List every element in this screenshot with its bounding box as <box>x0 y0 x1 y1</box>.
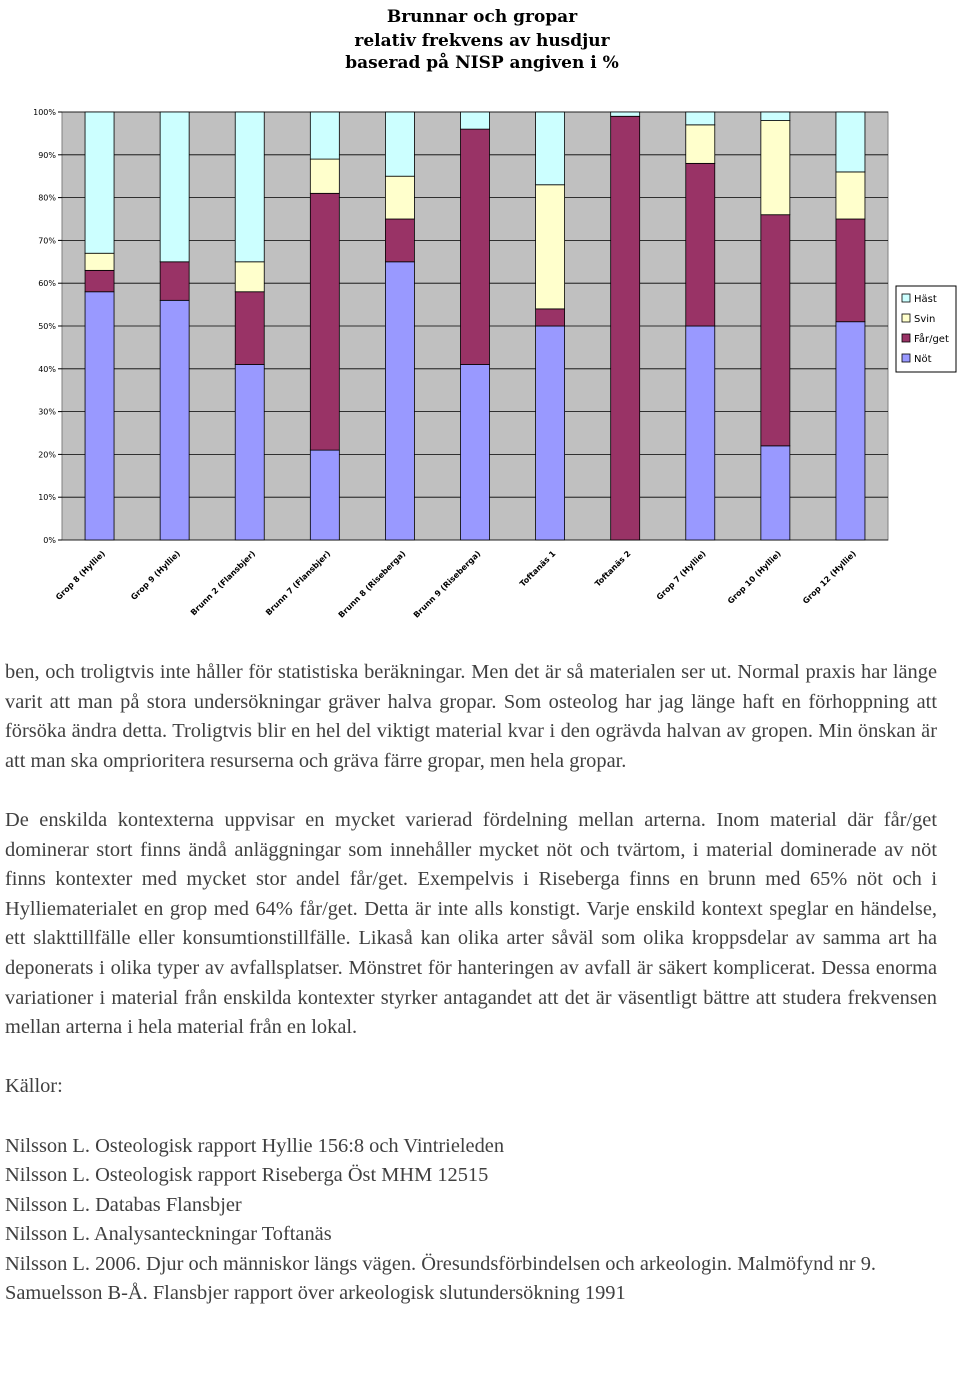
x-tick-label: Toftanäs 1 <box>518 549 558 589</box>
sources-heading: Källor: <box>5 1075 63 1098</box>
y-tick-label: 70% <box>38 236 56 246</box>
bar-segment <box>85 270 114 291</box>
bar-segment <box>686 112 715 125</box>
bar-segment <box>385 176 414 219</box>
source-item: Nilsson L. 2006. Djur och människor längs vägen. Öresundsförbindelsen och arkeologin. Malmöfynd nr 9. <box>5 1252 876 1275</box>
bar-segment <box>310 193 339 450</box>
legend-label: Nöt <box>914 354 932 365</box>
legend-swatch <box>902 294 910 302</box>
chart <box>0 0 960 640</box>
y-tick-label: 20% <box>38 450 56 460</box>
bar-segment <box>611 116 640 540</box>
legend-swatch <box>902 354 910 362</box>
bar-segment <box>611 112 640 116</box>
body-text <box>5 658 937 1309</box>
y-tick-label: 30% <box>38 407 56 417</box>
source-item: Nilsson L. Osteologisk rapport Riseberga Öst MHM 12515 <box>5 1164 489 1187</box>
source-item: Nilsson L. Analysanteckningar Toftanäs <box>5 1223 332 1246</box>
bar-segment <box>160 112 189 262</box>
legend-label: Får/get <box>914 334 949 345</box>
bar-segment <box>85 292 114 540</box>
legend-swatch <box>902 314 910 322</box>
y-tick-label: 80% <box>38 193 56 203</box>
stacked-bar-chart <box>0 0 960 640</box>
legend-label: Svin <box>914 314 936 325</box>
legend-label: Häst <box>914 294 937 305</box>
legend-swatch <box>902 334 910 342</box>
bar-segment <box>686 326 715 540</box>
chart-title <box>345 7 619 73</box>
bar-segment <box>836 112 865 172</box>
y-tick-label: 0% <box>43 536 56 545</box>
chart-title-line-1: Brunnar och gropar <box>386 7 578 27</box>
bar-segment <box>761 215 790 446</box>
source-item: Samuelsson B-Å. Flansbjer rapport över arkeologisk slutundersökning 1991 <box>5 1282 626 1305</box>
y-tick-label: 100% <box>33 108 56 117</box>
bar-segment <box>686 163 715 326</box>
bar-segment <box>536 326 565 540</box>
sources-list <box>5 1132 937 1310</box>
bar-segment <box>235 365 264 540</box>
bar-segment <box>235 262 264 292</box>
x-tick-label: Brunn 8 (Riseberga) <box>336 549 408 620</box>
paragraph-1: ben, och troligtvis inte håller för statistiska beräkningar. Men det är så materialen ser ut. Normal praxis har länge varit att man på stora undersökningar gräver halva gropar. Som osteolog har jag länge haft en förhoppning att försöka ändra detta. Troligtvis blir en hel del viktigt material kvar i den ogrävda halvan av gropen. Min önskan är att man ska omprioritera resurserna och gräva färre gropar, men hela gropar. <box>5 661 937 772</box>
bar-segment <box>385 219 414 262</box>
chart-title-line-2: relativ frekvens av husdjur <box>354 31 610 51</box>
bar-segment <box>836 219 865 322</box>
bar-segment <box>536 112 565 185</box>
y-tick-label: 90% <box>38 150 56 160</box>
x-tick-label: Brunn 9 (Riseberga) <box>411 549 483 620</box>
bar-segment <box>310 159 339 193</box>
bar-segment <box>310 112 339 159</box>
bar-segment <box>235 112 264 262</box>
chart-title-line-3: baserad på NISP angiven i % <box>345 53 619 73</box>
y-tick-label: 60% <box>38 279 56 289</box>
x-tick-label: Grop 7 (Hyllie) <box>654 549 708 602</box>
paragraph-2: De enskilda kontexterna uppvisar en mycket varierad fördelning mellan arterna. Inom material där får/get dominerar stort finns ändå anläggningar som innehåller mycket nöt och tvärtom, i material dominerade av nöt finns kontexter med mycket stor andel får/get. Exempelvis i Riseberga finns en brunn med 65% nöt och i Hylliematerialet en grop med 64% får/get. Detta är inte alls konstigt. Varje enskild kontext speglar en händelse, ett slakttillfälle eller konsumtionstillfälle. Likaså kan olika arter såväl som olika kroppsdelar av samma art ha deponerats i olika typer av avfallsplatser. Mönstret för hanteringen av avfall är säkert komplicerat. Dessa enorma variationer i material från enskilda kontexter styrker antagandet att det är väsentligt bättre att studera frekvensen mellan arterna i hela material från en lokal. <box>5 808 937 1039</box>
x-tick-label: Grop 12 (Hyllie) <box>801 549 858 606</box>
bar-segment <box>836 172 865 219</box>
x-tick-label: Brunn 2 (Flansbjer) <box>188 549 258 618</box>
bar-segment <box>761 446 790 540</box>
bar-segment <box>761 112 790 121</box>
source-item: Nilsson L. Databas Flansbjer <box>5 1193 242 1216</box>
source-item: Nilsson L. Osteologisk rapport Hyllie 156:8 och Vintrieleden <box>5 1134 505 1157</box>
bar-segment <box>686 125 715 164</box>
bar-segment <box>461 112 490 129</box>
x-tick-label: Grop 8 (Hyllie) <box>54 549 107 602</box>
bar-segment <box>385 262 414 540</box>
bar-segment <box>160 262 189 301</box>
y-tick-label: 50% <box>38 322 56 331</box>
bar-segment <box>836 322 865 540</box>
x-tick-label: Grop 10 (Hyllie) <box>725 549 783 606</box>
bar-segment <box>461 365 490 540</box>
bar-segment <box>310 450 339 540</box>
chart-legend <box>896 286 956 372</box>
bar-segment <box>461 129 490 364</box>
x-tick-label: Brunn 7 (Flansbjer) <box>264 549 333 618</box>
plot-area <box>33 108 888 620</box>
x-tick-label: Grop 9 (Hyllie) <box>129 549 183 602</box>
x-tick-label: Toftanäs 2 <box>593 549 633 589</box>
bar-segment <box>761 121 790 215</box>
bar-segment <box>160 300 189 540</box>
bar-segment <box>536 309 565 326</box>
bar-segment <box>85 253 114 270</box>
bar-segment <box>536 185 565 309</box>
bar-segment <box>235 292 264 365</box>
y-tick-label: 40% <box>38 364 56 374</box>
y-tick-label: 10% <box>38 493 56 503</box>
bar-segment <box>85 112 114 253</box>
bar-segment <box>385 112 414 176</box>
